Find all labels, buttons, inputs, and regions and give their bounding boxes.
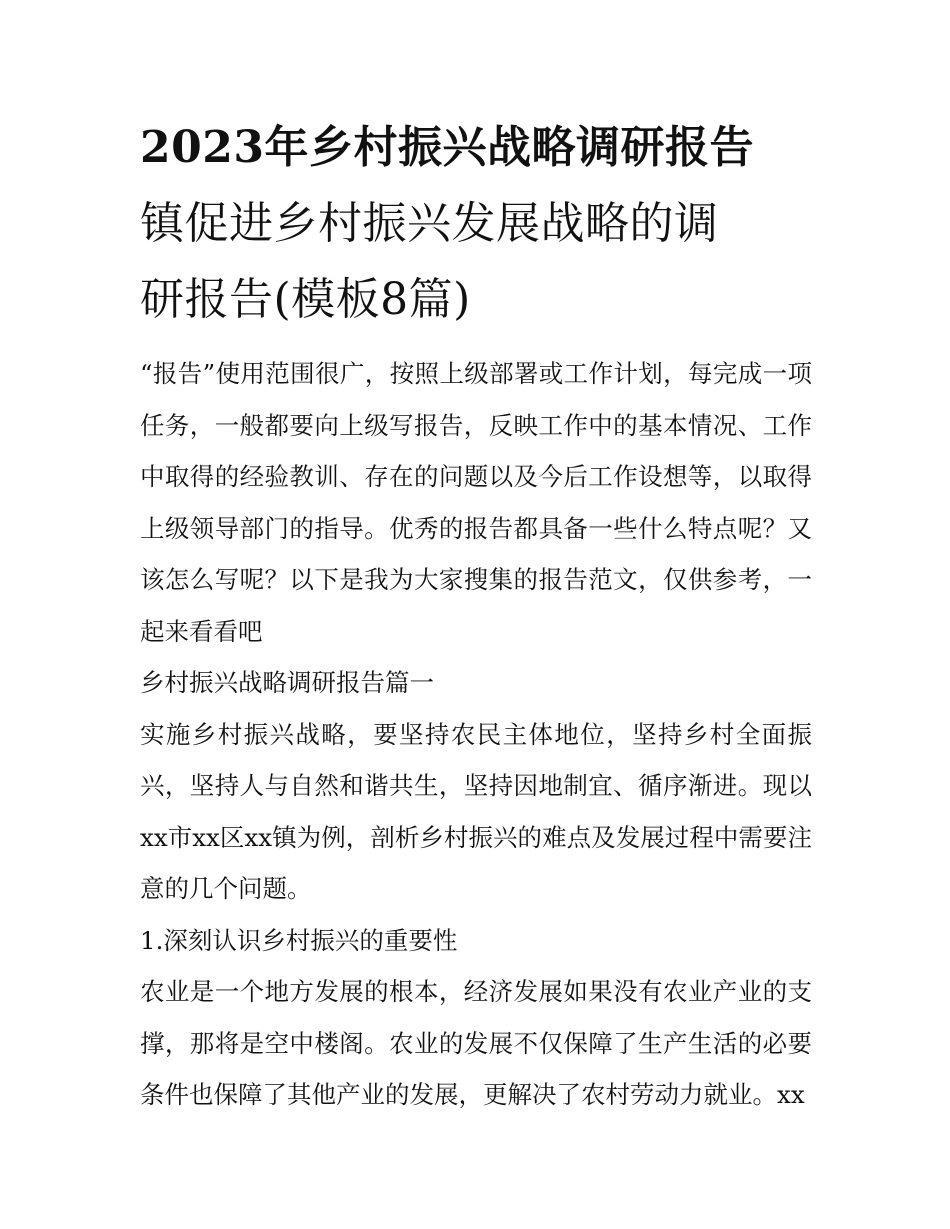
section-paragraph: 实施乡村振兴战略，要坚持农民主体地位，坚持乡村全面振兴，坚持人与自然和谐共生，坚持因地制宜、循序渐进。现以xx市xx区xx镇为例，剖析乡村振兴的难点及发展过程中需要注意的几个问题。 [140, 719, 812, 903]
intro-paragraph: “报告”使用范围很广，按照上级部署或工作计划，每完成一项任务，一般都要向上级写报告，反映工作中的基本情况、工作中取得的经验教训、存在的问题以及今后工作设想等，以取得上级领导部门的指导。优秀的报告都具备一些什么特点呢？又该怎么写呢？以下是我为大家搜集的报告范文，仅供参考，一起来看看吧 [140, 359, 812, 646]
subheading-paragraph: 农业是一个地方发展的根本，经济发展如果没有农业产业的支撑，那将是空中楼阁。农业的发展不仅保障了生产生活的必要条件也保障了其他产业的发展，更解决了农村劳动力就业。xx [140, 977, 812, 1109]
document-page [140, 110, 812, 1121]
title-line-2: 镇促进乡村振兴发展战略的调 [140, 198, 719, 249]
section-title: 乡村振兴战略调研报告篇一 [140, 668, 434, 697]
document-title [140, 110, 812, 338]
subheading: 1.深刻认识乡村振兴的重要性 [140, 925, 458, 955]
title-line-3: 研报告(模板8篇) [140, 274, 471, 325]
title-line-1: 2023年乡村振兴战略调研报告 [140, 122, 754, 173]
